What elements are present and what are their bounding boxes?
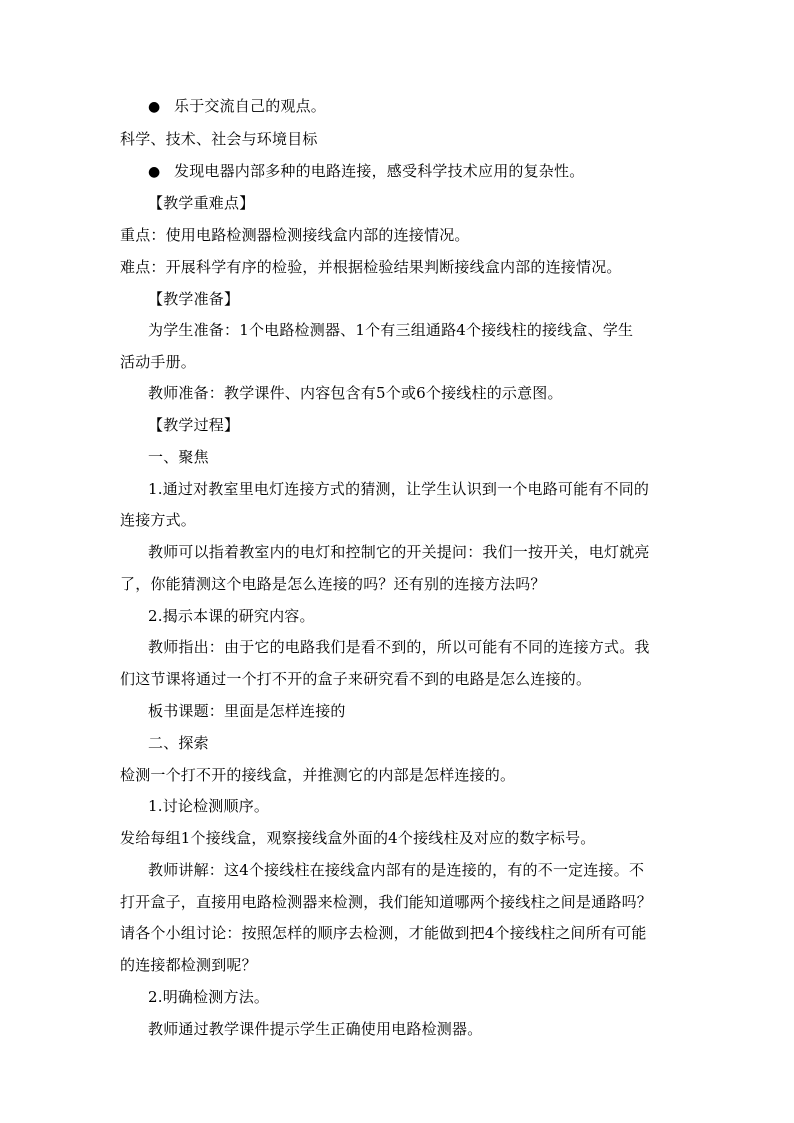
text-line: 教师通过教学课件提示学生正确使用电路检测器。 [148,1020,483,1038]
section-heading: 【教学准备】 [148,290,240,308]
text-line: 2.揭示本课的研究内容。 [148,607,315,625]
section-heading: 科学、技术、社会与环境目标 [120,130,318,148]
text-line: 板书课题：里面是怎样连接的 [148,702,346,720]
bullet-item [148,161,708,182]
text-line: 发给每组1个接线盒，观察接线盒外面的4个接线柱及对应的数字标号。 [120,829,596,847]
text-line: 了，你能猜测这个电路是怎么连接的吗？还有别的连接方法吗？ [120,575,546,593]
text-line: 教师指出：由于它的电路我们是看不到的，所以可能有不同的连接方式。我 [148,638,650,656]
text-line: 请各个小组讨论：按照怎样的顺序去检测，才能做到把4个接线柱之间所有可能 [120,924,647,942]
text-line: 教师可以指着教室内的电灯和控制它的开关提问：我们一按开关，电灯就亮 [148,543,650,561]
text-line: 们这节课将通过一个打不开的盒子来研究看不到的电路是怎么连接的。 [120,670,592,688]
section-heading: 二、探索 [148,734,209,752]
text-line: 教师讲解：这4个接线柱在接线盒内部有的是连接的，有的不一定连接。不 [148,861,645,879]
text-line: 教师准备：教学课件、内容包含有5个或6个接线柱的示意图。 [148,384,563,402]
text-line: 活动手册。 [120,353,197,371]
bullet-icon: ● [148,99,161,115]
section-heading: 【教学重难点】 [148,194,255,212]
text-line: 打开盒子，直接用电路检测器来检测，我们能知道哪两个接线柱之间是通路吗？ [120,893,653,911]
text-line: 重点：使用电路检测器检测接线盒内部的连接情况。 [120,226,470,244]
text-line: 乐于交流自己的观点。 [174,97,327,115]
section-heading: 【教学过程】 [148,416,240,434]
text-line: 难点：开展科学有序的检验，并根据检验结果判断接线盒内部的连接情况。 [120,258,622,276]
text-line: 1.讨论检测顺序。 [148,797,270,815]
text-line: 为学生准备：1个电路检测器、1个有三组通路4个接线柱的接线盒、学生 [148,321,634,339]
text-line: 连接方式。 [120,511,197,529]
text-line: 1.通过对教室里电灯连接方式的猜测，让学生认识到一个电路可能有不同的 [148,480,650,498]
text-line: 2.明确检测方法。 [148,988,270,1006]
text-line: 检测一个打不开的接线盒，并推测它的内部是怎样连接的。 [120,766,516,784]
text-line: 发现电器内部多种的电路连接，感受科学技术应用的复杂性。 [174,162,585,180]
bullet-item [148,96,708,117]
section-heading: 一、聚焦 [148,448,209,466]
text-line: 的连接都检测到呢？ [120,956,257,974]
bullet-icon: ● [148,164,161,180]
